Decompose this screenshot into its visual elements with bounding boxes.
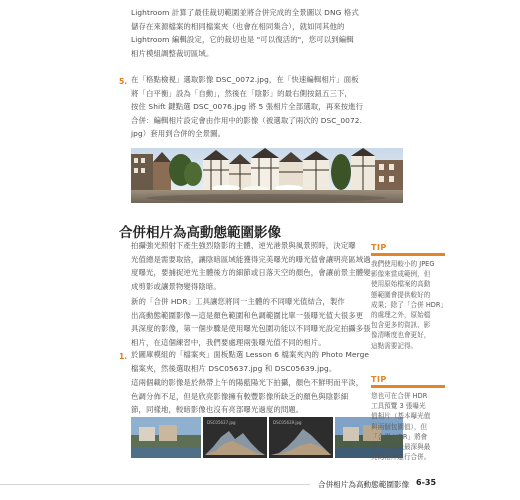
text-line: 像清晰度也會更好， — [371, 331, 431, 340]
text-line: 合併：編輯相片設定會由作用中的影像（被選取了兩次的 DSC_0072. — [131, 115, 363, 125]
text-line: 的處理之外，原始檔 — [371, 311, 431, 320]
footer-section-title: 合併相片為高動態範圍影像 — [318, 480, 410, 489]
text-line: 您也可在合併 HDR — [371, 392, 428, 400]
text-line: 這兩個載的影像是於熱帶上午的陽藍陽光下拍攝，顏色不鮮明而平淡， — [131, 378, 364, 387]
tip-2-rule — [371, 385, 445, 388]
step-5-text — [131, 73, 363, 141]
text-line: 成果；除了「合併 HDR」 — [371, 300, 448, 309]
text-line: 將「白平衡」設為「自動」，然後在「陰影」的最右側按鈕五三下， — [131, 88, 353, 98]
text-line: 包含更多的資訊、影 — [371, 321, 431, 330]
text-line: 光值總是需要取捨，讓陰暗區域能獲得完美曝光的曝光值會讓明亮區域過 — [131, 254, 371, 264]
text-line: 按住 Shift 鍵點選 DSC_0076.jpg 將 5 張相片全部選取，再來按進行 — [131, 102, 364, 112]
intro-paragraph — [131, 6, 359, 60]
text-line: 於圖庫模組的「檔案夾」面板點選 Lesson 6 檔案夾內的 Photo Merge — [131, 350, 370, 359]
step-1-text — [131, 348, 369, 375]
text-line: 值相片（基本曝光值 — [371, 412, 431, 421]
text-line: 出高動態範圍影像—這是顏色範圍和色調範圍比單一張曝光值大很多更 — [131, 310, 364, 320]
text-line: 度曝光，要捕捉逆光主體後方的細節或日落天空的顏色，會讓前景主體變 — [131, 268, 371, 278]
text-line: 影像來當成範例，但 — [371, 270, 431, 279]
tip-box-1 — [371, 243, 447, 351]
step-1-description — [131, 376, 363, 417]
section-title: 合併相片為高動態範圍影像 — [119, 225, 281, 241]
text-line: 色調分佈不足，但是欣亮影像擁有較豐影像所缺乏的顏色與陰影細 — [131, 391, 349, 401]
hdr-paragraph-2 — [131, 295, 371, 349]
text-line: 在「格點檢視」選取影像 DSC_0072.jpg，在「快速編輯相片」面板 — [131, 75, 359, 84]
tip-2-body — [371, 391, 447, 462]
text-line: 檔案夾，然後選取相片 DSC05637.jpg 和 DSC05639.jpg。 — [131, 363, 337, 373]
histogram-right-label: DSC05639.jpg — [273, 420, 302, 425]
text-line: 具深度的影像，第一個步驟是使用曝光包圍功能以不同曝光設定拍攝多張 — [131, 324, 371, 334]
text-line: 亮的相片進行合併。 — [371, 453, 431, 462]
text-line: 我們使用較小的 JPEG — [371, 260, 435, 268]
step-5-number: 5. — [119, 77, 128, 86]
tip-1-rule — [371, 253, 445, 256]
text-line: 自一般曝光最深與最 — [371, 443, 431, 452]
text-line: 這點需要記得。 — [371, 341, 418, 350]
text-line: 態範圍會提供較好的 — [371, 290, 431, 299]
tip-box-2 — [371, 375, 447, 462]
text-line: 成剪影或讓景物變得陰暗。 — [131, 281, 221, 291]
text-line: jpg）套用到合併的全景圖。 — [131, 129, 226, 139]
text-line: 與兩個包圍值），但 — [371, 422, 428, 431]
text-line: Lightroom 計算了最佳裁切範圍並將合併完成的全景圖以 DNG 格式 — [131, 8, 359, 17]
text-line: 相片模組調整裁切區域。 — [131, 48, 214, 58]
page-number: 6-35 — [416, 478, 437, 487]
step-1-number: 1. — [119, 352, 128, 361]
histogram-left-label: DSC05637.jpg — [207, 420, 236, 425]
text-line: 工具預覽 3 張曝光 — [371, 402, 426, 411]
panorama-photo — [131, 148, 403, 203]
hdr-paragraph-1 — [131, 239, 371, 293]
text-line: 使用原始檔案的高動 — [371, 280, 431, 289]
page-footer — [0, 478, 520, 492]
text-line: 節，同樣地，較暗影像也沒有亮部曝光過度的問題。 — [131, 405, 304, 415]
text-line: 「合併 HDR」將會 — [371, 432, 428, 441]
text-line: 儲存在來源檔案的相同檔案夾（也會在相同集合），就如同其他的 — [131, 21, 345, 31]
text-line: Lightroom 編輯設定，它的裁切也是 "可以復活的"，您可以到編輯 — [131, 35, 354, 45]
tip-1-body — [371, 259, 447, 351]
text-line: 拍攝強光照射下產生強烈陰影的主體、逆光港景與風景照時，決定曝 — [131, 241, 356, 250]
text-line: 新的「合併 HDR」工具讓您將同一主體的不同曝光值結合，製作 — [131, 297, 345, 306]
histogram-comparison — [131, 417, 403, 458]
tip-2-heading: TIP — [371, 375, 387, 384]
footer-rule — [0, 484, 310, 485]
tip-1-heading: TIP — [371, 243, 387, 252]
text-line: 相片，在這個練習中，我們要處理兩張曝光值不同的相片。 — [131, 337, 326, 347]
